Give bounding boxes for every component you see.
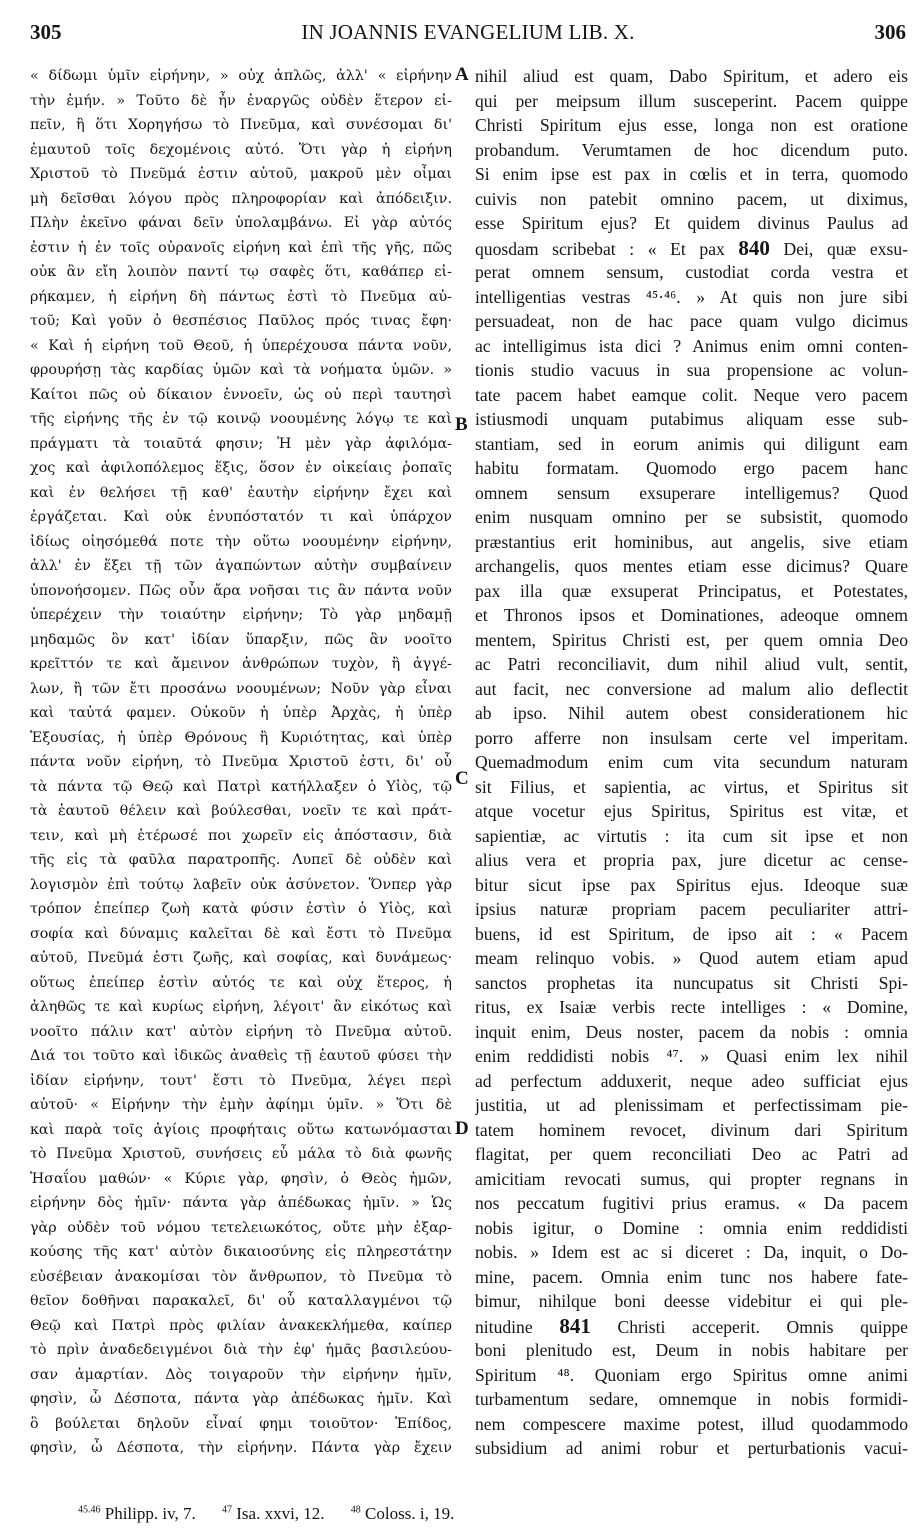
greek-line: θεῖον δοθῆναι παρακαλεῖ, δι' οὗ καταλλαγμένοι τῷ [30,1293,452,1309]
greek-line: αὐτοῦ· « Εἰρήνην τὴν ἐμὴν ἀφίημι ὑμῖν. » Ὅτι δὲ [30,1097,452,1113]
greek-line: τὸ Πνεῦμα Χριστοῦ, συνήσεις εὖ μάλα τὸ διὰ φωνῆς [30,1146,452,1162]
latin-line: quosdam scribebat : « Et pax 840 Dei, quæ exsu- [475,235,908,260]
greek-line: ἀληθῶς τε καὶ κυρίως εἰρήνη, λέγοιτ' ἂν εἰκότως καὶ [30,999,452,1015]
latin-line: buens, id est Spiritum, de ipso ait : « Pacem [475,923,908,944]
greek-line: σοφία καὶ δύναμις καλεῖται δὲ καὶ ἔστι τὸ Πνεῦμα [30,925,452,942]
greek-line: ἰδίως οἰησόμεθά ποτε τὴν οὕτω νοουμένην εἰρήνην, [30,533,452,550]
greek-line: ἐμαυτοῦ τοῖς δεχομένοις αὐτό. Ὅτι γὰρ ἡ εἰρήνη [30,141,452,158]
greek-line: μηδαμῶς ὂν κατ' ἰδίαν ὕπαρξιν, πῶς ἂν νοοῖτο [30,631,452,648]
latin-line: esse Spiritum ejus? Et quidem divinus Paulus ad [475,213,908,233]
greek-line: σαν ἁμαρτίαν. Δὸς τοιγαροῦν τὴν εἰρήνην ἡμῖν, [30,1366,452,1383]
latin-line: tate pacem habet eamque colit. Neque vero pacem [475,384,908,405]
greek-line: ὑπερέχειν τὴν τοιαύτην εἰρήνην; Τὸ γὰρ μηδαμῇ [30,607,452,623]
latin-line: bitur sicut ipse pax Spiritus ejus. Ideoque suæ [475,874,908,895]
greek-line: εἰρήνην δὸς ἡμῖν· πάντα γὰρ ἀπέδωκας ἡμῖν. » Ὡς [30,1195,452,1211]
greek-text-column [30,64,452,1461]
page-header [30,14,906,44]
greek-line: τὰ ἑαυτοῦ θέλειν καὶ βούλεσθαι, νοεῖν τε καὶ πράτ- [30,803,452,819]
latin-line: sanctos prophetas ita nuncupatus sit Christi Spi- [475,972,908,993]
latin-line: perat omnem sensum, custodiat corda vestra et [475,262,908,282]
greek-line: γὰρ οὐδὲν τοῦ νόμου τετελειωκότος, οὔτε μὴν ἐξαρ- [30,1219,452,1236]
latin-line: Si enim ipse est pax in cœlis et in terra, quomodo [475,164,908,184]
greek-line: λων, ἢ τῶν ἔτι προσάνω νοουμένων; Νοῦν γὰρ εἶναι [30,680,452,697]
greek-line: τῆς εἰρήνης τῆς ἐν τῷ κοινῷ νοουμένης λόγῳ τε καὶ [30,411,452,427]
greek-line: Θεῷ καὶ Πατρὶ πρὸς φιλίαν ἀνακεκλήμεθα, καίπερ [30,1317,452,1334]
greek-line: Διά τοι τοῦτο καὶ ἰδικῶς ἀναθεὶς τῇ ἑαυτοῦ φύσει τὴν [30,1048,452,1064]
latin-line: nos peccatum fugitivi prius eramus. « Da pacem [475,1193,908,1213]
greek-line: οὕτως ἐπείπερ ἐστὶν αὐτός τε καὶ οὐχ ἕτερος, ἡ [30,974,452,991]
greek-line: Καίτοι πῶς οὐ δίκαιον ἐννοεῖν, ὡς οὐ περὶ ταυτησὶ [30,386,452,403]
latin-line: flagitat, per quem reconciliati Deo ac Patri ad [475,1144,908,1164]
greek-line: νοοῖτο πάλιν κατ' αὐτὸν εἰρήνη τὸ Πνεῦμα αὐτοῦ. [30,1023,452,1040]
latin-line: atque vocetur ejus Spiritus, Spiritus est vitæ, et [475,801,908,821]
latin-line: probandum. Verumtamen de hoc dicendum puto. [475,139,908,160]
footnotes [78,1504,476,1524]
greek-line: ρήκαμεν, ἡ εἰρήνη δὴ πάντως ἐστὶ τὸ Πνεῦμα αὐ- [30,288,452,305]
latin-line: et Thronos ipsos et Dominationes, adeoque omnem [475,605,908,625]
margin-marker-d: D [455,1118,469,1139]
greek-line: Πλὴν ἐκεῖνο φάναι δεῖν ὑπολαμβάνω. Εἰ γὰρ αὐτός [30,215,452,231]
latin-line: turbamentum sedare, omnemque in nobis formidi- [475,1389,908,1409]
margin-marker-a: A [455,64,469,85]
greek-line: τρόπον ἐπείπερ ζωὴ κατὰ φύσιν ἐστὶν ὁ Υἱὸς, καὶ [30,901,452,917]
greek-line: μὴ δεῖσθαι λόγου πρὸς πληροφορίαν καὶ ἀπόδειξιν. [30,190,452,207]
greek-line: φρουρήσῃ τὰς καρδίας ὑμῶν καὶ τὰ νοήματα ὑμῶν. » [30,362,452,378]
latin-line: nem compescere maxime potest, illud quodammodo [475,1413,908,1434]
greek-line: κρεῖττόν τε καὶ ἄμεινον ἀνθρώπων τυχὸν, ἢ ἀγγέ- [30,656,452,672]
greek-line: πεῖν, ἢ ὅτι Χορηγήσω τὸ Πνεῦμα, καὶ συνέσομαι δι' [30,117,452,133]
latin-line: nitudine 841 Christi acceperit. Omnis quippe [475,1313,908,1338]
greek-line: καὶ ταὐτά φαμεν. Οὐκοῦν ἡ ὑπὲρ Ἀρχὰς, ἡ ὑπὲρ [30,705,452,721]
latin-line: sapientiæ, ac virtutis : ita cum sit ipse et non [475,825,908,846]
greek-line: τειν, καὶ μὴ ἑτέρωσέ ποι χωρεῖν εἰς ἀπόστασιν, διὰ [30,827,452,844]
latin-line: persuadeat, non de hac pace quam vulgo dicimus [475,311,908,331]
latin-line: bimur, nihilque boni deesse videbitur ei qui ple- [475,1291,908,1311]
latin-line: enim nusquam omnino per se subsistit, quomodo [475,507,908,527]
latin-line: habitu formatam. Quomodo ergo pacem hanc [475,458,908,478]
latin-line: ad perfectum adduxerit, neque adeo sufficiat ejus [475,1070,908,1091]
latin-line: omnem sensum exsuperare intelligemus? Quod [475,482,908,503]
margin-marker-b: B [455,414,468,435]
latin-line: aut facit, nec conversione ad malum alio deflectit [475,678,908,699]
latin-line: enim reddidisti nobis ⁴⁷. » Quasi enim lex nihil [475,1046,908,1066]
latin-line: ab ipso. Nihil autem obest considerationem hic [475,703,908,723]
latin-line: Christi Spiritum ejus esse, longa non est oratione [475,115,908,135]
greek-line: τὴν ἐμήν. » Τοῦτο δὲ ἦν ἐναργῶς οὐδὲν ἕτερον εἰ- [30,92,452,109]
footnote-2: $^{47}$ Isa. xxvi, 12. [222,1504,325,1523]
latin-line: istiusmodi unquam putabimus aliquam esse sub- [475,409,908,429]
greek-line: ὑπονοήσομεν. Πῶς οὖν ἄρα νοῆσαι τις ἂν πάντα νοῦν [30,582,452,599]
latin-line: tionis studio vacuus in sua propensione ac volun- [475,360,908,380]
greek-line: εὐσέβειαν ἀνακομίσαι τὸν ἄνθρωπον, τὸ Πνεῦμα τὸ [30,1268,452,1285]
latin-line: subsidium ad animi robur et perturbationis vacui- [475,1438,908,1458]
latin-line: ac Patri reconciliavit, dum nihil aliud vult, sentit, [475,654,908,674]
latin-line: sit Filius, et sapientia, ac virtus, et Spiritus sit [475,776,908,797]
greek-line: οὐκ ἂν εἴη λοιπὸν παντί τῳ σαφὲς ὅτι, καθάπερ εἰ- [30,264,452,280]
latin-line: ritus, ex Isaiæ verbis recte intelliges : « Domine, [475,997,908,1017]
inline-page-number: 840 [738,235,770,260]
latin-line: Quemadmodum enim cum vita secundum naturam [475,752,908,772]
greek-line: τῆς εἰς τὰ φαῦλα παρατροπῆς. Λυπεῖ δὲ οὐδὲν καὶ [30,852,452,868]
latin-line: nihil aliud est quam, Dabo Spiritum, et adero eis [475,66,908,86]
greek-line: « δίδωμι ὑμῖν εἰρήνην, » οὐχ ἁπλῶς, ἀλλ' « εἰρήνην [30,68,452,84]
greek-line: « Καὶ ἡ εἰρήνη τοῦ Θεοῦ, ἡ ὑπερέχουσα πάντα νοῦν, [30,337,452,354]
inline-page-number: 841 [559,1313,591,1338]
greek-line: πάντα νοῦν εἰρήνη, τὸ Πνεῦμα Χριστοῦ ἐστι, δι' οὗ [30,754,452,770]
greek-line: κούσης τῆς κατ' αὐτὸν δικαιοσύνης εἰς πληρεστάτην [30,1244,452,1260]
footnote-1: $^{45.46}$ Philipp. iv, 7. [78,1504,196,1523]
latin-line: intelligentias vestras ⁴⁵·⁴⁶. » At quis non jure sibi [475,286,908,307]
latin-line: porro afferre non insulsam certe vel imperitam. [475,727,908,748]
latin-line: boni plenitudo est, Deum in nobis habitare per [475,1340,908,1360]
latin-line: ipsius naturæ propriam pacem peculiariter attri- [475,899,908,919]
greek-line: ἐστιν ἡ ἐν τοῖς οὐρανοῖς εἰρήνη καὶ ἐπὶ τῆς γῆς, πῶς [30,239,452,256]
greek-line: αὐτοῦ, Πνεῦμά ἐστι ζωῆς, καὶ σοφίας, καὶ δυνάμεως· [30,950,452,966]
greek-line: ἐργάζεται. Καὶ οὐκ ἐνυπόστατόν τι καὶ ὑπάρχον [30,509,452,525]
latin-text-column [475,64,908,1461]
latin-line: tatem hominem revocet, divinum dari Spiritum [475,1119,908,1140]
latin-line: inquit enim, Deus noster, pacem da nobis : omnia [475,1021,908,1042]
latin-line: meam relinquo vobis. » Quod autem etiam apud [475,948,908,968]
margin-marker-c: C [455,768,469,789]
latin-line: justitia, ut ad plenissimam et perfectissimam pie- [475,1095,908,1115]
greek-line: Ἐξουσίας, ἡ ὑπὲρ Θρόνους ἢ Κυριότητας, καὶ ὑπὲρ [30,729,452,746]
greek-line: τοῦ; Καὶ γοῦν ὁ θεσπέσιος Παῦλος πρός τινας ἔφη· [30,313,452,329]
greek-line: ἀλλ' ἐν ἕξει τῇ τῶν ἀγαπώντων αὐτὴν συμβαίνειν [30,558,452,574]
greek-line: Χριστοῦ τὸ Πνεῦμά ἐστιν αὐτοῦ, μακροῦ μὲν οἶμαι [30,166,452,182]
latin-line: amicitiam revocati sumus, qui propter regnans in [475,1168,908,1189]
greek-line: καὶ παρὰ τοῖς ἁγίοις προφήταις οὕτω κατωνόμασται [30,1121,452,1138]
greek-line: καὶ ἐν θελήσει τῇ καθ' ἑαυτὴν εἰρήνην ἔχει καὶ [30,484,452,501]
latin-line: stantiam, sed in eorum animis qui diligunt eam [475,433,908,454]
greek-line: Ἡσαΐου μαθών· « Κύριε γὰρ, φησὶν, ὁ Θεὸς ἡμῶν, [30,1170,452,1187]
greek-line: φησὶν, ὦ Δέσποτα, τὴν εἰρήνην. Πάντα γὰρ ἔχειν [30,1440,452,1456]
greek-line: τὰ πάντα τῷ Θεῷ καὶ Πατρὶ κατήλλαξεν ὁ Υἱὸς, τῷ [30,778,452,795]
latin-line: Spiritum ⁴⁸. Quoniam ergo Spiritus omne animi [475,1364,908,1385]
latin-line: ac intelligimus ista dici ? Animus enim omni conten- [475,335,908,356]
latin-line: mentem, Spiritus Christi est, per quem omnia Deo [475,629,908,650]
page-number-right: 306 [874,20,906,44]
latin-line: mine, pacem. Omnia enim tunc nos habere fate- [475,1266,908,1287]
latin-line: archangelis, quos mentes etiam esse dicimus? Quare [475,556,908,576]
running-title: IN JOANNIS EVANGELIUM LIB. X. [301,20,635,44]
latin-line: qui per meipsum illum susceperint. Pacem quippe [475,90,908,111]
latin-line: alius vera et propria pax, jure dicetur ac cense- [475,850,908,870]
greek-line: ὃ βούλεται δηλοῦν εἶναί φημι τοιοῦτον· Ἐπίδος, [30,1415,452,1432]
greek-line: τὸ πρὶν ἀναδεδειγμένοι διὰ τὴν ἐφ' ἡμᾶς βασιλεύου- [30,1342,452,1358]
latin-line: pax illa quæ exsuperat Principatus, et Potestates, [475,580,908,601]
latin-line: nobis. » Idem est ac si diceret : Da, inquit, o Do- [475,1242,908,1262]
greek-line: ἰδίαν εἰρήνην, τουτ' ἔστι τὸ Πνεῦμα, λέγει περὶ [30,1072,452,1089]
page-number-left: 305 [30,20,62,44]
greek-line: λογισμὸν ἐπὶ τούτῳ λαβεῖν οὐκ ἀσύνετον. Ὅνπερ γὰρ [30,876,452,893]
footnote-3: $^{48}$ Coloss. i, 19. [350,1504,455,1523]
latin-line: præstantius erit hominibus, aut angelis, sive etiam [475,531,908,552]
greek-line: πράγματι τὰ τοιαῦτά φησιν; Ἡ μὲν γὰρ ἀφιλόμα- [30,435,452,452]
greek-line: φησὶν, ὦ Δέσποτα, πάντα γὰρ ἀπέδωκας ἡμῖν. Καὶ [30,1391,452,1407]
greek-line: χος καὶ ἀφιλοπόλεμος ἕξις, ὅσον ἐν οἰκείαις ῥοπαῖς [30,460,452,476]
latin-line: nobis igitur, o Domine : omnia enim reddidisti [475,1217,908,1238]
latin-line: cuivis non patebit omnino pacem, ut diximus, [475,188,908,209]
